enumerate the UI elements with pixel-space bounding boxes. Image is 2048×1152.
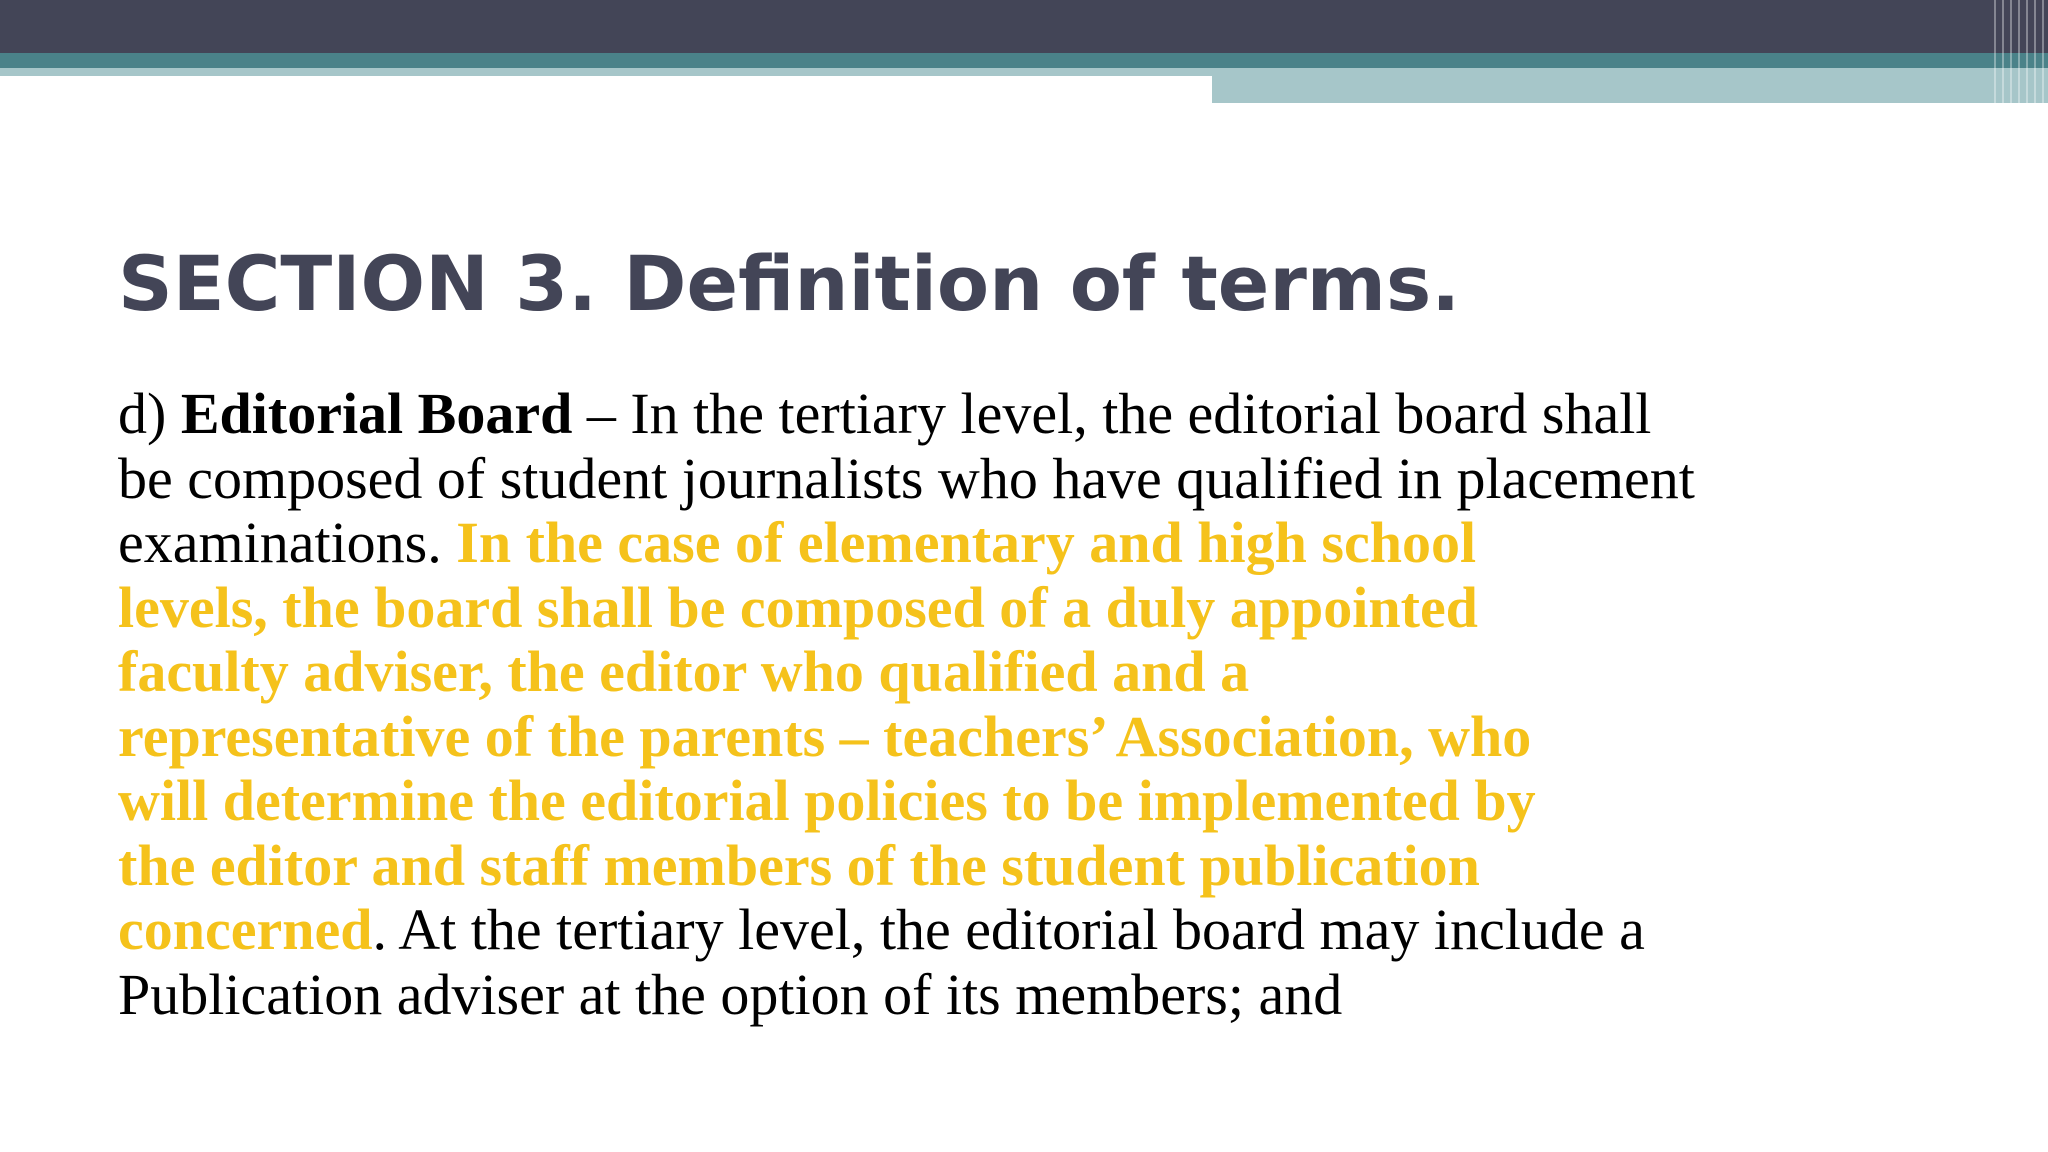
header-bar-teal — [0, 53, 2048, 68]
body-line — [118, 382, 1958, 447]
highlighted-text: concerned — [118, 897, 373, 962]
text-run: examinations. — [118, 510, 457, 575]
header-bar-dark — [0, 0, 2048, 53]
body-line — [118, 898, 1958, 963]
body-line — [118, 769, 1958, 834]
highlighted-text: levels, the board shall be composed of a duly appointed — [118, 574, 1478, 640]
body-line — [118, 705, 1958, 770]
slide-body — [118, 382, 1958, 1027]
header-edge-stripes — [1988, 0, 2048, 103]
text-run: Publication adviser at the option of its members; and — [118, 961, 1343, 1027]
body-line — [118, 963, 1958, 1028]
body-line — [118, 576, 1958, 641]
highlighted-text: representative of the parents – teachers’ Association, who — [118, 703, 1532, 769]
text-run: – In the tertiary level, the editorial board shall — [572, 381, 1652, 446]
body-line — [118, 447, 1958, 512]
text-run: be composed of student journalists who have qualified in placement — [118, 445, 1695, 511]
body-line — [118, 511, 1958, 576]
highlighted-text: In the case of elementary and high school — [456, 510, 1477, 575]
text-run: d) — [118, 381, 181, 446]
highlighted-text: will determine the editorial policies to be implemented by — [118, 768, 1536, 833]
term-label: Editorial Board — [180, 381, 573, 446]
header-bar-light-left — [0, 68, 1212, 76]
header-bar-light-right — [1212, 68, 2048, 103]
body-line — [118, 834, 1958, 899]
highlighted-text: faculty adviser, the editor who qualified and a — [118, 639, 1250, 704]
body-line — [118, 640, 1958, 705]
text-run: . At the tertiary level, the editorial board may include a — [372, 897, 1645, 962]
slide-title: SECTION 3. Definition of terms. — [118, 239, 1461, 328]
highlighted-text: the editor and staff members of the student publication — [118, 832, 1480, 898]
